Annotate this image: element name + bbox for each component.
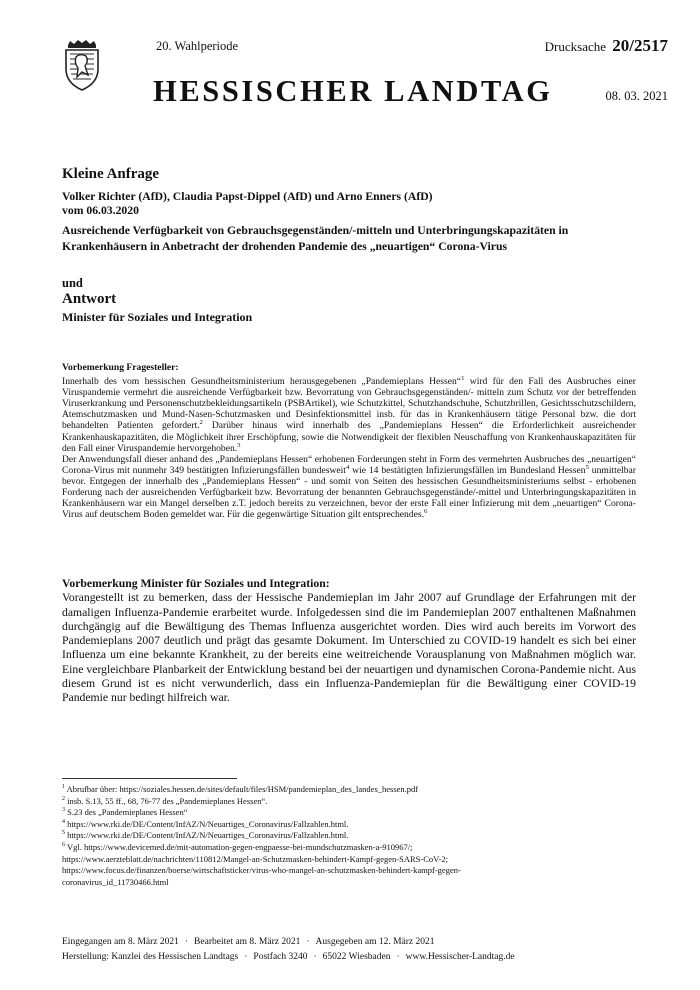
document-subject: Ausreichende Verfügbarkeit von Gebrauchsgegenständen/-mitteln und Unterbringungskapazitäten in Krankenhäusern in Anbetracht der drohenden Pandemie des „neuartigen“ Corona-Virus [62,224,569,253]
separator: · [306,937,310,947]
footnote: $^6$ Vgl. https://www.devicemed.de/mit-automation-gegen-engpaesse-bei-mundschutzmasken-a-910967/; [62,841,413,852]
drucksache [545,36,668,56]
footnote-ref: 2 [199,419,203,427]
processed-date: Bearbeitet am 8. März 2021 [194,937,301,947]
footnote: $^1$ Abrufbar über: https://soziales.hessen.de/sites/default/files/HSM/pandemieplan_des_landes_hessen.pdf [62,784,419,794]
page-title: HESSISCHER LANDTAG [153,74,553,108]
separator: · [396,952,400,962]
section-heading: Vorbemerkung Minister für Soziales und Integration: [62,577,330,590]
received-date: Eingegangen am 8. März 2021 [62,937,179,947]
footnote-ref: 3 [237,441,241,449]
authors: Volker Richter (AfD), Claudia Papst-Dippel (AfD) und Arno Enners (AfD) [62,190,433,203]
separator: · [184,937,189,947]
request-date: vom 06.03.2020 [62,204,139,217]
separator: · [244,952,248,962]
publisher: Herstellung: Kanzlei des Hessischen Landtags [62,952,239,962]
footnotes [62,784,662,888]
footnote-divider [62,778,237,779]
footnote-ref: 5 [585,463,589,471]
paragraph: Der Anwendungsfall dieser anhand des „Pandemieplans Hessen“ erhobenen Forderungen steht in Form des vermehrten Ausbruches des „neuartigen“ Corona-Virus mit nunmehr 349 bestätigten Infizierungsfällen bundesweit$^4$ wie 14 bestätigten Infizierungsfällen im Bundesland Hessen$^5$ unmittelbar bevor. Entgegen der innerhalb des „Pandemieplans Hessen“ - und somit von Seiten des hessischen Gesundheitsministeriums selbst - erhobenen Forderung nach der ausreichenden Verfügbarkeit bzw. Bevorratung der benannten Gebrauchsgegenstände/-mittel und Unterbringungskapazitäten in Krankenhäusern war ein Mangel derselben z.T. jedoch bereits zu verzeichnen, bevor der erste Fall einer Infizierung mit dem „neuartigen“ Corona-Virus auf deutschem Boden gemeldet war. Für die gegenwärtige Situation gilt entsprechendes.$^6$ [62,453,637,521]
preliminary-remark-questioner [62,362,636,520]
document-kind: Kleine Anfrage [62,166,160,182]
section-heading: Vorbemerkung Fragesteller: [62,362,179,373]
po-box: Postfach 3240 [253,952,308,962]
authors-block [62,190,662,218]
issued-date: Ausgegeben am 12. März 2021 [315,937,435,947]
paragraph: Innerhalb des vom hessischen Gesundheitsministerium herausgegebenen „Pandemieplans Hessen“$^1$ wird für den Fall des Ausbruches einer Viruspandemie vermehrt die ausreichende Verfügbarkeit bzw. Bevorratung von Gebrauchsgegenständen/- mitteln zum Schutz vor der betreffenden Viruserkrankung und Personenschutzbekleidungsartikeln (PSBArtikel), wie Schutzkittel, Schutzhandschuhe, Schutzbrillen, Gesichtsschutzschildern, Atemschutzmasken und Mund-Nasen-Schutzmasken und Desinfektionsmittel insb. für das in Krankenhäusern tätige Personal bzw. die dort behandelten Patienten gefordert.$^2$ Darüber hinaus wird innerhalb des „Pandemieplans Hessen“ die Erforderlichkeit ausreichender Krankenhauskapazitäten, die Möglichkeit ihrer Erschöpfung, sowie die Notwendigkeit der flexiblen Neuschaffung von Krankenhauskapazitäten für den Fall einer Viruspandemie hervorgehoben.$^3$ [62,374,637,454]
document-date: 08. 03. 2021 [605,89,668,103]
postal-city: 65022 Wiesbaden [322,952,391,962]
drucksache-label: Drucksache [544,39,607,54]
footnote: $^4$ https://www.rki.de/DE/Content/InfAZ/N/Neuartiges_Coronavirus/Fallzahlen.html. [62,818,349,829]
footnote-ref: 6 [424,508,428,516]
footnote: $^3$ S.23 des „Pandemieplanes Hessen“ [62,807,188,818]
footnote: $^5$ https://www.rki.de/DE/Content/InfAZ/N/Neuartiges_Coronavirus/Fallzahlen.html. [62,830,349,841]
footer-imprint [62,952,515,962]
answer-heading: Antwort [62,291,117,307]
hessen-crest-icon [62,39,102,91]
website-link[interactable]: www.Hessischer-Landtag.de [405,952,515,962]
conjunction-und: und [62,276,83,290]
paragraph: Vorangestellt ist zu bemerken, dass der Hessische Pandemieplan im Jahr 2007 auf Grundlage der Erfahrungen mit der damaligen Influenza-Pandemie erarbeitet wurde. Infolgedessen sind die im Pandemieplan 2007 enthaltenen Maßnahmen durchgängig auf die Bewältigung des Themas Influenza ausgerichtet worden. Dies wird auch bereits im Vorwort des Pandemieplans 2007 deutlich und prägt das gesamte Dokument. Im Unterschied zu COVID-19 handelt es sich bei einer Influenza um eine bekannte Krankheit, zu der bereits eine weitreichende Vorausplanung von Maßnahmen möglich war. Eine vergleichbare Planbarkeit der Entwicklung bestand bei der neuartigen und dynamischen Corona-Pandemie nicht. Aus diesem Grund ist es nicht verwunderlich, dass ein Influenza-Pandemieplan für die Bewältigung einer COVID-19 Pandemie nur bedingt hilfreich war. [62,591,636,705]
footnote-ref: 4 [345,463,350,471]
footnote-continuation: https://www.focus.de/finanzen/boerse/wirtschaftsticker/virus-who-mangel-an-schutzmasken-behindert-kampf-gegen- [62,865,461,876]
footer-dates [62,937,435,947]
preliminary-remark-minister [62,577,636,706]
footnote-continuation: coronavirus_id_11730466.html [62,876,169,887]
drucksache-number: 20/2517 [612,36,668,55]
footnote-continuation: https://www.aerzteblatt.de/nachrichten/110812/Mangel-an-Schutzmasken-behindert-Kampf-gegen-SARS-CoV-2; [62,853,448,864]
wahlperiode: 20. Wahlperiode [156,39,239,53]
footnote: $^2$ insb. S.13, 55 ff., 68, 76-77 des „Pandemieplanes Hessen“. [62,795,268,806]
responding-minister: Minister für Soziales und Integration [62,310,253,324]
footnote-ref: 1 [461,374,465,382]
separator: · [313,952,317,962]
